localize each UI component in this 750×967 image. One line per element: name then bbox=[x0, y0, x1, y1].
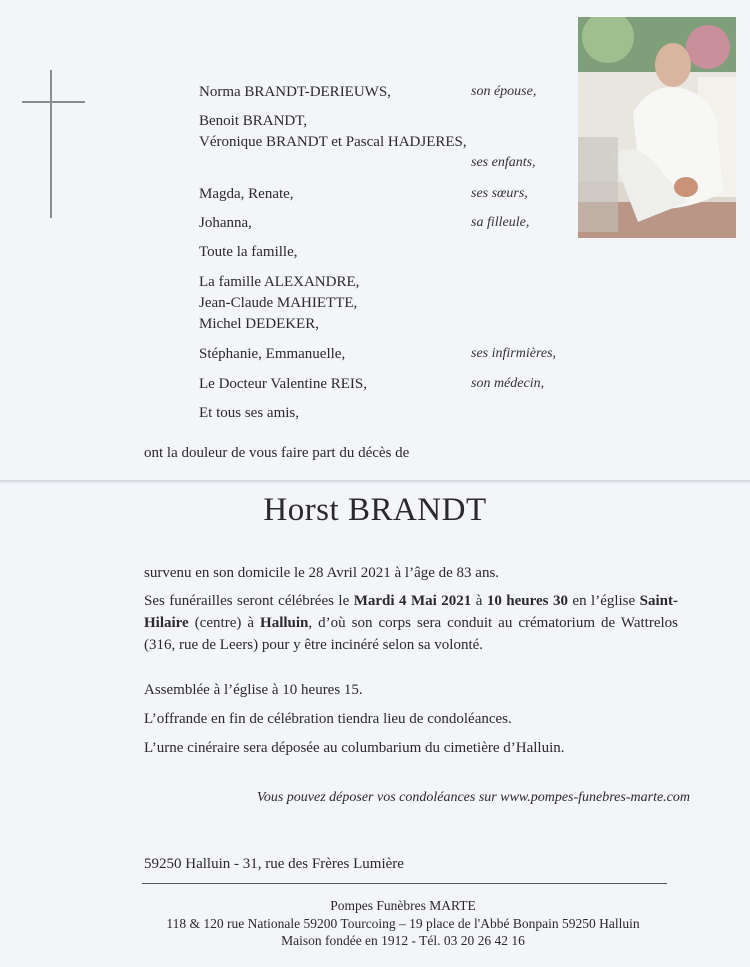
footer-addresses: 118 & 120 rue Nationale 59200 Tourcoing – 19 place de l'Abbé Bonpain 59250 Halluin bbox=[166, 916, 640, 931]
paragraph-date: survenu en son domicile le 28 Avril 2021 à l’âge de 83 ans. bbox=[144, 565, 500, 581]
family-role: ses sœurs, bbox=[471, 186, 528, 201]
family-line: Jean-Claude MAHIETTE, bbox=[199, 295, 358, 311]
paragraph-funeral: Ses funérailles seront célébrées le Mardi 4 Mai 2021 à 10 heures 30 en l’église Saint-Hilaire (centre) à Halluin, d’où son corps sera conduit au crématorium de Wattrelos (316, rue de Leers) pour y être incinéré selon sa volonté. bbox=[144, 593, 678, 653]
family-role: ses infirmières, bbox=[471, 346, 557, 361]
intro-text: ont la douleur de vous faire part du décès de bbox=[144, 445, 410, 461]
family-role: son épouse, bbox=[471, 84, 537, 99]
footer-company: Pompes Funèbres MARTE bbox=[330, 898, 476, 913]
cross-icon bbox=[50, 70, 52, 218]
paragraph-offering: L’offrande en fin de célébration tiendra lieu de condoléances. bbox=[144, 711, 512, 727]
family-line: Véronique BRANDT et Pascal HADJERES, bbox=[199, 134, 467, 150]
home-address: 59250 Halluin - 31, rue des Frères Lumière bbox=[144, 856, 404, 872]
family-line: Michel DEDEKER, bbox=[199, 316, 319, 332]
family-line: Norma BRANDT-DERIEUWS, bbox=[199, 84, 391, 100]
family-line: Et tous ses amis, bbox=[199, 405, 299, 421]
portrait-photo bbox=[578, 17, 736, 238]
cross-icon-bar bbox=[22, 101, 85, 103]
family-line: La famille ALEXANDRE, bbox=[199, 274, 360, 290]
family-line: Benoit BRANDT, bbox=[199, 113, 308, 129]
family-line: Johanna, bbox=[199, 215, 252, 231]
family-line: Stéphanie, Emmanuelle, bbox=[199, 346, 346, 362]
footer-divider bbox=[142, 883, 667, 884]
family-role: sa filleule, bbox=[471, 215, 530, 230]
condolences-text: Vous pouvez déposer vos condoléances sur www.pompes-funebres-marte.com bbox=[256, 790, 690, 805]
paragraph-assembly: Assemblée à l’église à 10 heures 15. bbox=[144, 682, 363, 698]
footer-founded: Maison fondée en 1912 - Tél. 03 20 26 42 16 bbox=[281, 933, 525, 948]
paragraph-urn: L’urne cinéraire sera déposée au columbarium du cimetière d’Halluin. bbox=[144, 740, 565, 756]
family-role: son médecin, bbox=[471, 376, 545, 391]
family-line: Le Docteur Valentine REIS, bbox=[199, 376, 368, 392]
family-line: Magda, Renate, bbox=[199, 186, 294, 202]
deceased-name: Horst BRANDT bbox=[263, 492, 487, 528]
family-role: ses enfants, bbox=[471, 155, 536, 170]
family-line: Toute la famille, bbox=[199, 244, 298, 260]
paper-fold bbox=[0, 480, 750, 483]
